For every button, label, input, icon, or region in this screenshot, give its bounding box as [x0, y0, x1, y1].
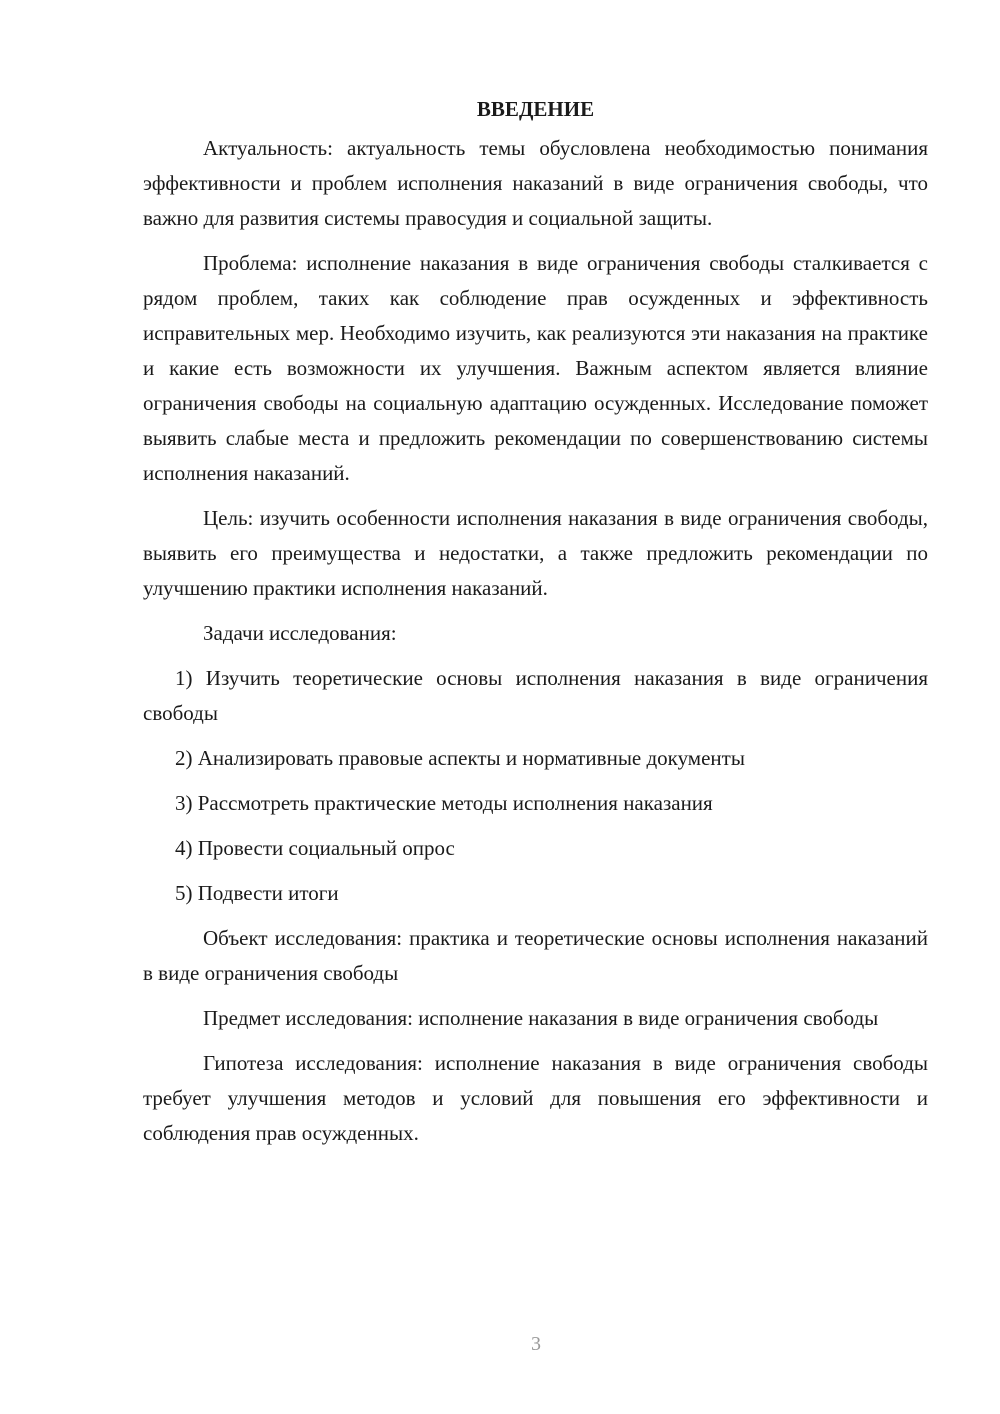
paragraph-problem: Проблема: исполнение наказания в виде ограничения свободы сталкивается с рядом проблем, таких как соблюдение прав осужденных и эффективность исправительных мер. Необходимо изучить, как реализуются эти наказания на практике и какие есть возможности их улучшения. Важным аспектом является влияние ограничения свободы на социальную адаптацию осужденных. Исследование поможет выявить слабые места и предложить рекомендации по совершенствованию системы исполнения наказаний.: [143, 251, 928, 485]
paragraph-object: Объект исследования: практика и теоретические основы исполнения наказаний в виде ограничения свободы: [143, 926, 928, 985]
document-page: [143, 92, 928, 1151]
list-item: 3) Рассмотреть практические методы исполнения наказания: [175, 791, 713, 815]
paragraph-hypothesis: Гипотеза исследования: исполнение наказания в виде ограничения свободы требует улучшения методов и условий для повышения его эффективности и соблюдения прав осужденных.: [143, 1051, 928, 1145]
list-item: 1) Изучить теоретические основы исполнения наказания в виде ограничения свободы: [143, 666, 928, 725]
paragraph-subject: Предмет исследования: исполнение наказания в виде ограничения свободы: [203, 1006, 879, 1030]
tasks-list: [143, 661, 928, 911]
paragraph-relevance: Актуальность: актуальность темы обусловлена необходимостью понимания эффективности и проблем исполнения наказаний в виде ограничения свободы, что важно для развития системы правосудия и социальной защиты.: [143, 136, 928, 230]
page-number: 3: [531, 1333, 541, 1355]
list-item: 5) Подвести итоги: [175, 881, 339, 905]
document-title: ВВЕДЕНИЕ: [476, 97, 595, 121]
paragraph-goal: Цель: изучить особенности исполнения наказания в виде ограничения свободы, выявить его преимущества и недостатки, а также предложить рекомендации по улучшению практики исполнения наказаний.: [143, 506, 928, 600]
list-item: 2) Анализировать правовые аспекты и нормативные документы: [175, 746, 745, 770]
tasks-heading: Задачи исследования:: [203, 621, 397, 645]
list-item: 4) Провести социальный опрос: [175, 836, 455, 860]
